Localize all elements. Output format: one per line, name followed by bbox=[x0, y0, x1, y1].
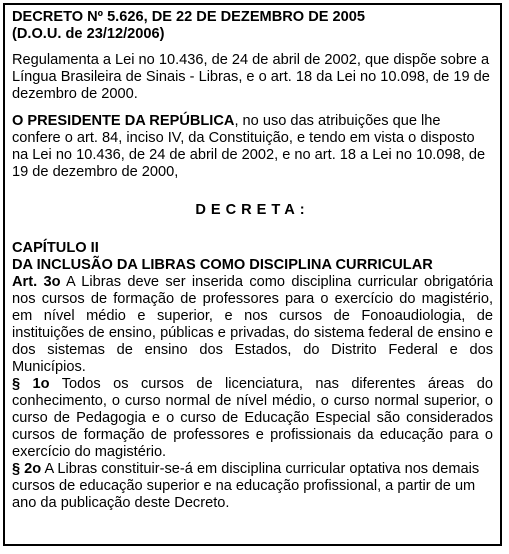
preamble-text: , no uso das atribuições que lhe confere o art. 84, inciso IV, da Constituição, e tendo em vista o disposto na Lei no 10.436, de 24 de abril de 2002, e no art. 18 a Lei no 10.098, de 19 de dezembro de 2000, bbox=[12, 113, 486, 180]
ementa-paragraph: Regulamenta a Lei no 10.436, de 24 de abril de 2002, que dispõe sobre a Língua Brasileira de Sinais - Libras, e o art. 18 da Lei no 10.098, de 19 de dezembro de 2000. bbox=[12, 52, 490, 102]
publication-date: (D.O.U. de 23/12/2006) bbox=[12, 26, 165, 42]
paragraph-label: § 1o bbox=[12, 376, 50, 392]
article-3 bbox=[12, 274, 493, 376]
paragraph-text: Todos os cursos de licenciatura, nas diferentes áreas do conhecimento, o curso normal de nível médio, o curso normal superior, o curso de Pedagogia e o curso de Educação Especial são considerados cursos de formação de professores e profissionais da educação para o exercício do magistério. bbox=[12, 376, 494, 460]
preamble-lead: O PRESIDENTE DA REPÚBLICA bbox=[12, 113, 235, 129]
article-label: Art. 3o bbox=[12, 274, 61, 290]
paragraph-1 bbox=[12, 376, 493, 461]
preamble-paragraph bbox=[12, 113, 493, 181]
chapter-number: CAPÍTULO II bbox=[12, 240, 99, 256]
paragraph-2 bbox=[12, 461, 493, 512]
decree-document bbox=[3, 3, 502, 546]
decreta-heading: DECRETA: bbox=[195, 202, 310, 218]
decree-title: DECRETO Nº 5.626, DE 22 DE DEZEMBRO DE 2005 bbox=[12, 9, 365, 25]
paragraph-label: § 2o bbox=[12, 461, 42, 477]
article-text: A Libras deve ser inserida como disciplina curricular obrigatória nos cursos de formação de professores para o exercício do magistério, em nível médio e superior, e nos cursos de Fonoaudiologia, de instituições de ensino, públicas e privadas, do sistema federal de ensino e dos sistemas de ensino dos Estados, do Distrito Federal e dos Municípios. bbox=[12, 274, 493, 375]
chapter-title: DA INCLUSÃO DA LIBRAS COMO DISCIPLINA CURRICULAR bbox=[12, 257, 433, 273]
paragraph-text: A Libras constituir-se-á em disciplina curricular optativa nos demais cursos de educação superior e na educação profissional, a partir de um ano da publicação deste Decreto. bbox=[12, 461, 480, 511]
